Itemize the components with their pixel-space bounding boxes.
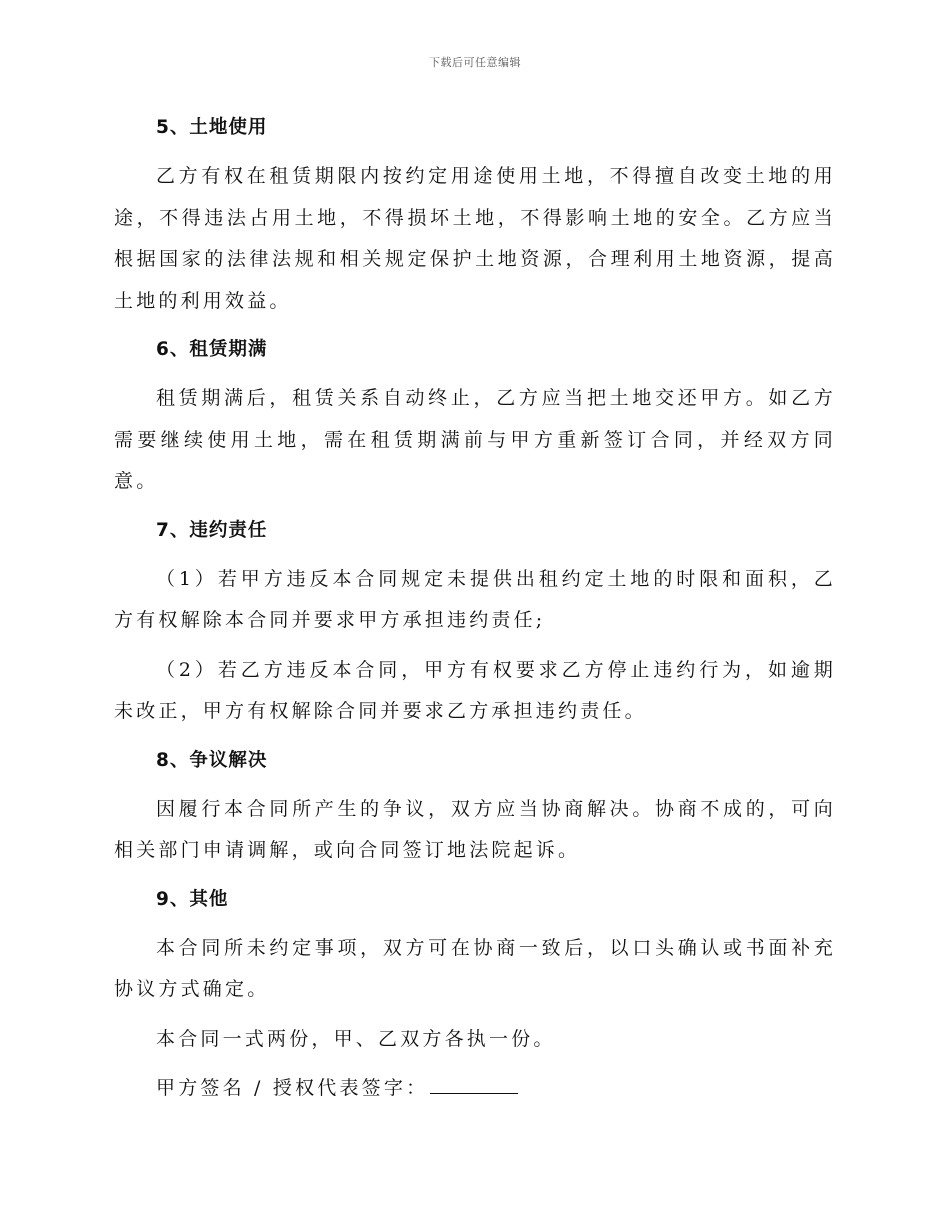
section-paragraph: 因履行本合同所产生的争议，双方应当协商解决。协商不成的，可向相关部门申请调解，或向合同签订地法院起诉。 (114, 797, 836, 861)
signature-blank[interactable] (430, 1071, 518, 1094)
section-paragraph: 乙方有权在租赁期限内按约定用途使用土地，不得擅自改变土地的用途，不得违法占用土地，不得损坏土地，不得影响土地的安全。乙方应当根据国家的法律法规和相关规定保护土地资源，合理利用土地资源，提高土地的利用效益。 (114, 165, 836, 312)
section-paragraph: 本合同一式两份，甲、乙双方各执一份。 (156, 1027, 556, 1050)
signature-label: 甲方签名 / 授权代表签字： (156, 1077, 429, 1099)
section-heading: 5、土地使用 (156, 117, 268, 138)
section-land-use (114, 108, 836, 322)
section-heading: 7、违约责任 (156, 519, 268, 541)
section-paragraph: 本合同所未约定事项，双方可在协商一致后，以口头确认或书面补充协议方式确定。 (114, 936, 836, 1000)
section-lease-expiry (114, 330, 836, 503)
section-paragraph: （2）若乙方违反本合同，甲方有权要求乙方停止违约行为，如逾期未改正，甲方有权解除合同并要求乙方承担违约责任。 (114, 658, 836, 722)
page-header: 下载后可任意编辑 (429, 56, 521, 69)
section-heading: 8、争议解决 (156, 749, 268, 771)
signature-line (114, 1068, 836, 1110)
section-other (114, 880, 836, 1110)
section-heading: 6、租赁期满 (156, 339, 268, 360)
section-paragraph: 租赁期满后，租赁关系自动终止，乙方应当把土地交还甲方。如乙方需要继续使用土地，需在租赁期满前与甲方重新签订合同，并经双方同意。 (114, 387, 836, 492)
section-breach-liability (114, 511, 836, 733)
document-body (114, 108, 836, 1118)
section-paragraph: （1）若甲方违反本合同规定未提供出租约定土地的时限和面积，乙方有权解除本合同并要求甲方承担违约责任; (114, 567, 836, 631)
section-heading: 9、其他 (156, 888, 229, 910)
section-dispute-resolution (114, 741, 836, 872)
